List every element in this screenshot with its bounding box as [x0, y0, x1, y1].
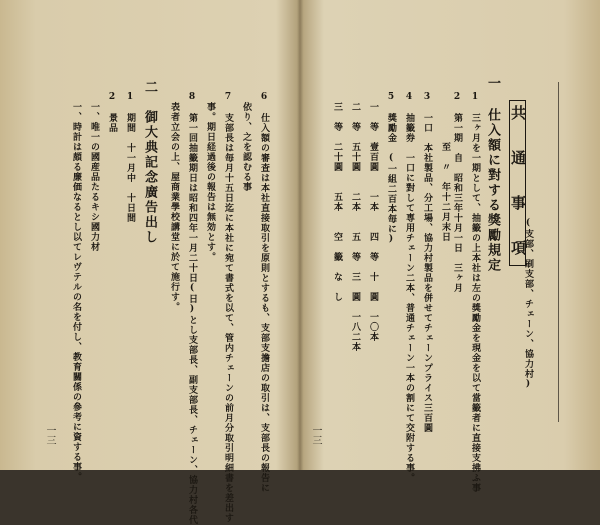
section-title: 共 通 事 項	[509, 105, 527, 261]
rule-item-4: 4 抽籤券 一口に對して専用チェーン二本、普通チェーン一本の割にて交附する事。	[404, 92, 414, 483]
rule-item-7: 7 支部長は毎月十五日迄に本社に宛て書式を以て、管内チェーンの前月分取引明細書を差出す	[223, 92, 233, 523]
prize-row-1: 一 等 壹百圓 一本 四 等 十 圓 一〇本	[368, 92, 378, 342]
rule-item-7b: 事。期日経過後の報告は無効とす。	[205, 92, 215, 262]
prize-row-2: 二 等 五十圓 二本 五 等 三 圓 一八二本	[350, 92, 360, 352]
rule-item-1: 1 三ヶ月を一期として、抽籤の上本社は左の獎勵金を現金を以て當籤者に直接支拂ふ事	[470, 92, 480, 493]
section-heading: 一 仕入額に對する獎勵規定	[485, 76, 500, 273]
rule-item-6b: 依り、之を認むる事	[241, 92, 251, 192]
sub-item-2b: 一、時計は頗る廉価なるとし以てレヴテルの名を付し、教育關係の參考に資する事。	[71, 92, 81, 482]
rule-item-8b: 表者立会の上、屋商業學校講堂に於て施行す。	[169, 92, 179, 312]
prize-row-3: 三 等 二十圓 五本 空 籤 な し	[332, 92, 342, 302]
rule-item-2b: 至 〃 年十二月末日	[440, 92, 450, 242]
sub-item-1: 1 期間 十一月中 十日間	[125, 92, 135, 223]
section-2-heading: 二 御大典記念廣告出し	[142, 80, 157, 245]
rule-item-2: 2 第一期 自 昭和三年十月一日 三ヶ月	[452, 92, 462, 293]
sub-item-2a: 一、唯一の國産品たるキシ國力材	[89, 92, 99, 252]
right-page-number: 一三	[310, 425, 321, 445]
section-title-note: (支部、刷支部、チェーン、協力村)	[523, 218, 533, 390]
title-rule	[558, 82, 559, 422]
rule-item-5: 5 獎勵金 (一組二百本毎に)	[386, 92, 396, 245]
right-page	[300, 0, 600, 493]
rule-item-6: 6 仕入額の審査は本社直接取引を原則とするも、支部支擔店の取引は、支部長の報告に	[259, 92, 269, 493]
sub-item-2: 2 景品	[107, 92, 117, 133]
rule-item-3: 3 一口 本社製品、分工場、協力村製品を併せてチェーンプライス三百圓	[422, 92, 432, 433]
left-page-number: 一三	[44, 425, 55, 445]
rule-item-8: 8 第一回抽籤期日は昭和四年一月二十日(日)とし支部長、副支部長、チェーン、協力村各代	[187, 92, 197, 525]
